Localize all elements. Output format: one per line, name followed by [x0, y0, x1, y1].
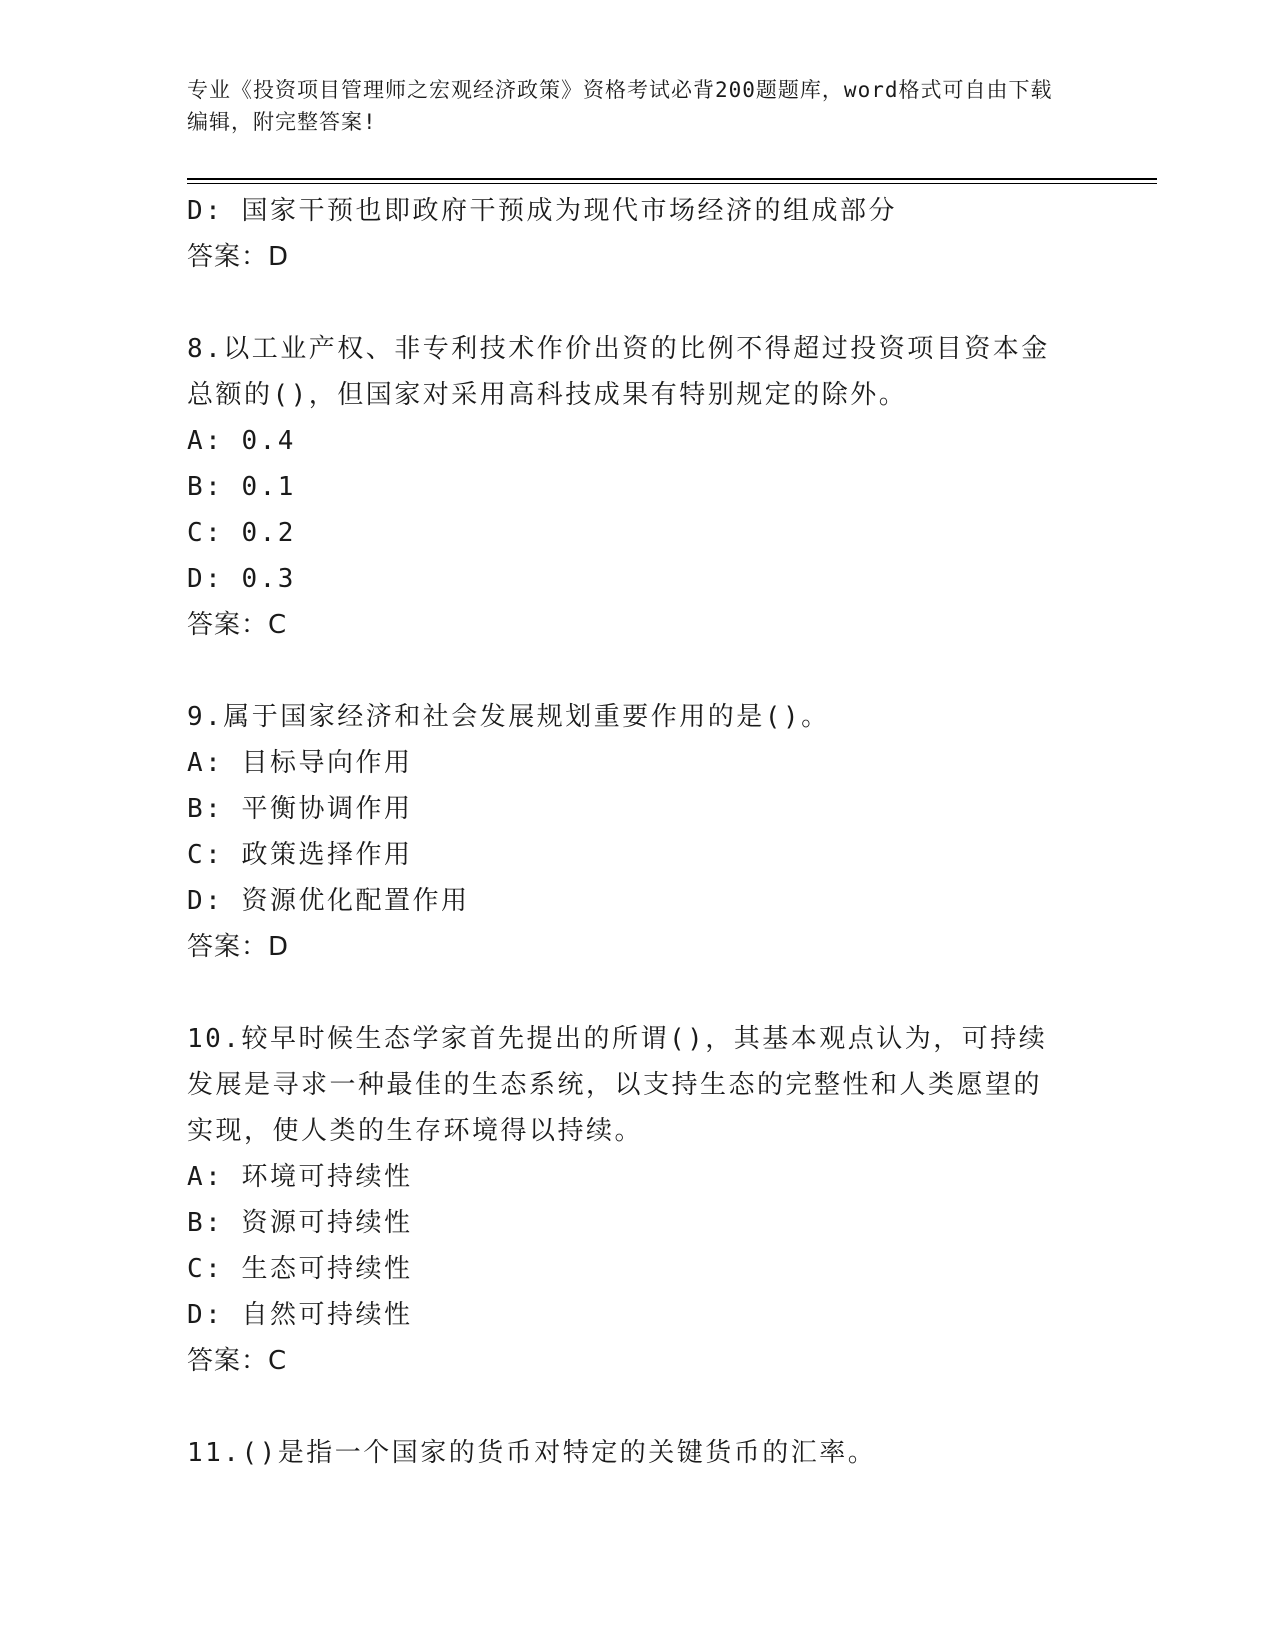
- spacer: [187, 648, 1067, 694]
- document-header: 专业《投资项目管理师之宏观经济政策》资格考试必背200题题库，word格式可自由下载编辑，附完整答案!: [187, 78, 1053, 134]
- spacer: [187, 280, 1067, 326]
- question-8: [187, 326, 1067, 648]
- option-b: B: 0.1: [187, 472, 296, 502]
- option-d: D: 资源优化配置作用: [187, 886, 470, 916]
- option-c: C: 政策选择作用: [187, 840, 413, 870]
- option-b: B: 资源可持续性: [187, 1208, 413, 1238]
- question-9: [187, 694, 1067, 970]
- option-a: A: 0.4: [187, 426, 296, 456]
- document-page: [187, 0, 1157, 1650]
- question-11: [187, 1430, 1067, 1476]
- option-b: B: 平衡协调作用: [187, 794, 413, 824]
- header-divider: [187, 178, 1157, 184]
- question-stem: 9.属于国家经济和社会发展规划重要作用的是()。: [187, 702, 830, 732]
- option-d: D: 自然可持续性: [187, 1300, 413, 1330]
- answer-line: 答案：C: [187, 1346, 288, 1376]
- question-stem: 8.以工业产权、非专利技术作价出资的比例不得超过投资项目资本金总额的()，但国家对采用高科技成果有特别规定的除外。: [187, 334, 1050, 410]
- question-stem: 10.较早时候生态学家首先提出的所谓()，其基本观点认为，可持续发展是寻求一种最佳的生态系统，以支持生态的完整性和人类愿望的实现，使人类的生存环境得以持续。: [187, 1024, 1048, 1146]
- option-d: D: 0.3: [187, 564, 296, 594]
- question-7-fragment: [187, 188, 1067, 280]
- option-a: A: 目标导向作用: [187, 748, 413, 778]
- question-stem: 11.()是指一个国家的货币对特定的关键货币的汇率。: [187, 1438, 877, 1468]
- question-list: [187, 188, 1067, 1476]
- question-10: [187, 1016, 1067, 1384]
- option-c: C: 0.2: [187, 518, 296, 548]
- option-a: A: 环境可持续性: [187, 1162, 413, 1192]
- answer-line: 答案：D: [187, 242, 290, 272]
- answer-line: 答案：C: [187, 610, 288, 640]
- option-d: D: 国家干预也即政府干预成为现代市场经济的组成部分: [187, 196, 897, 226]
- spacer: [187, 1384, 1067, 1430]
- spacer: [187, 970, 1067, 1016]
- answer-line: 答案：D: [187, 932, 290, 962]
- option-c: C: 生态可持续性: [187, 1254, 413, 1284]
